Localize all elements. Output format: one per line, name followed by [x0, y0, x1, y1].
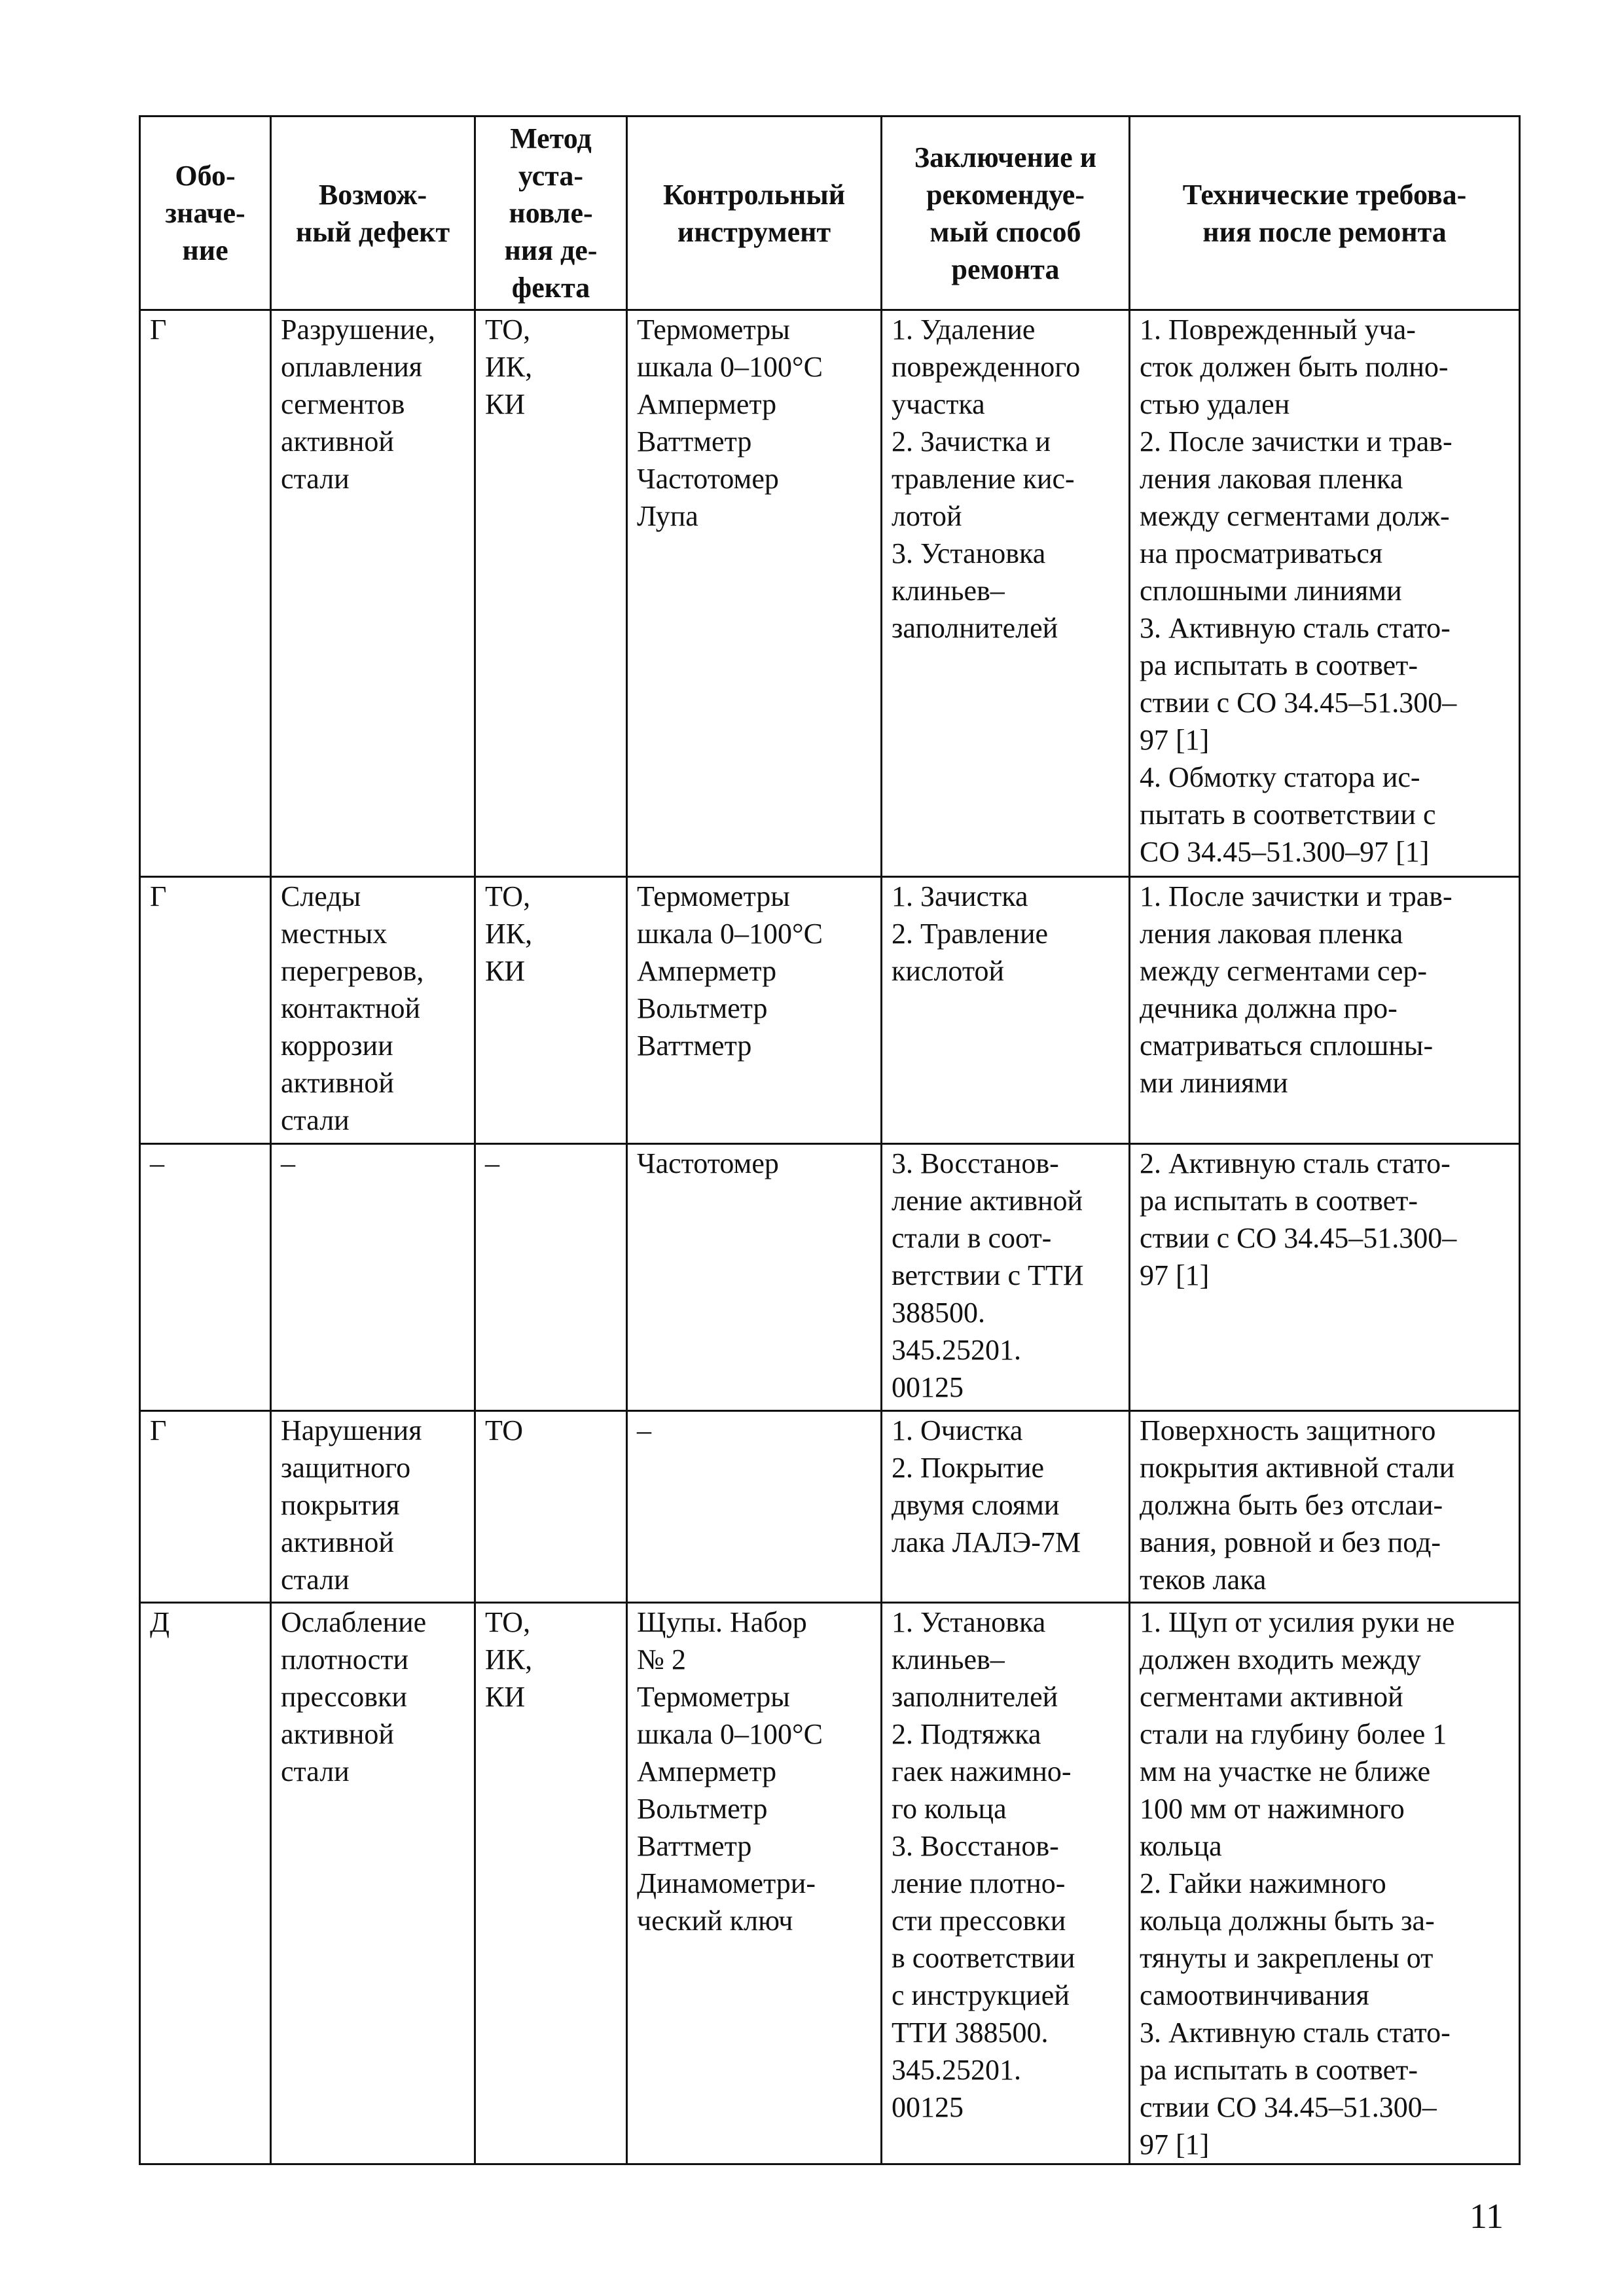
cell-text: 2. Активную сталь стато- ра испытать в соответ- ствии с СО 34.45–51.300– 97 [1]: [1140, 1147, 1457, 1291]
cell-defect: [271, 877, 475, 1144]
cell-method: [475, 877, 627, 1144]
cell-designation: [140, 1603, 271, 2164]
cell-text: ТО, ИК, КИ: [485, 1606, 533, 1713]
cell-text: –: [281, 1147, 295, 1179]
cell-method: [475, 1411, 627, 1603]
cell-text: –: [637, 1414, 651, 1446]
cell-method: [475, 1603, 627, 2164]
cell-text: –: [485, 1147, 499, 1179]
cell-text: ТО, ИК, КИ: [485, 314, 533, 420]
table-row: [140, 1144, 1520, 1411]
header-detection-method: Метод уста- новле- ния де- фекта: [475, 117, 627, 310]
table-row: [140, 877, 1520, 1144]
cell-method: [475, 310, 627, 877]
cell-text: Г: [150, 880, 167, 912]
cell-text: 3. Восстанов- ление активной стали в соот- ветствии с ТТИ 388500. 345.25201. 00125: [892, 1147, 1084, 1403]
cell-repair: [882, 1603, 1130, 2164]
cell-designation: [140, 877, 271, 1144]
cell-defect: [271, 1603, 475, 2164]
cell-requirements: [1130, 310, 1520, 877]
cell-instrument: [627, 1144, 882, 1411]
cell-text: Д: [150, 1606, 170, 1638]
cell-text: 1. Очистка 2. Покрытие двумя слоями лака ЛАЛЭ-7М: [892, 1414, 1081, 1558]
cell-instrument: [627, 1603, 882, 2164]
cell-repair: [882, 310, 1130, 877]
header-designation: Обо- значе- ние: [140, 117, 271, 310]
header-control-instrument: Контрольный инструмент: [627, 117, 882, 310]
cell-text: 1. Щуп от усилия руки не должен входить между сегментами активной стали на глубину более 1 мм на участке не ближе 100 мм от нажимного кольца 2. Гайки нажимного кольца должны быть за- тянуты и закреплены от самоотвинчивания 3. Активную сталь стато- ра испытать в соответ- ствии СО 34.45–51.300– 97 [1]: [1140, 1606, 1455, 2161]
cell-instrument: [627, 310, 882, 877]
cell-text: Термометры шкала 0–100°С Амперметр Ваттметр Частотомер Лупа: [637, 314, 823, 532]
table-row: [140, 1411, 1520, 1603]
cell-text: Поверхность защитного покрытия активной стали должна быть без отслаи- вания, ровной и без под- теков лака: [1140, 1414, 1455, 1596]
cell-text: Частотомер: [637, 1147, 779, 1179]
cell-text: Г: [150, 1414, 167, 1446]
cell-requirements: [1130, 1144, 1520, 1411]
cell-text: Г: [150, 314, 167, 346]
cell-designation: [140, 1411, 271, 1603]
page-number: 11: [1470, 2197, 1504, 2236]
cell-method: [475, 1144, 627, 1411]
cell-defect: [271, 310, 475, 877]
table-row: [140, 1603, 1520, 2164]
header-technical-requirements: Технические требова- ния после ремонта: [1130, 117, 1520, 310]
cell-text: Щупы. Набор № 2 Термометры шкала 0–100°С Амперметр Вольтметр Ваттметр Динамометри- ческий ключ: [637, 1606, 823, 1937]
cell-text: Ослабление плотности прессовки активной стали: [281, 1606, 427, 1787]
cell-instrument: [627, 1411, 882, 1603]
cell-text: 1. Поврежденный уча- сток должен быть полно- стью удален 2. После зачистки и трав- ления лаковая пленка между сегментами долж- на просматриваться сплошными линиями 3. Активную сталь стато- ра испытать в соответ- ствии с СО 34.45–51.300– 97 [1] 4. Обмотку статора ис- пытать в соответствии с СО 34.45–51.300–97 [1]: [1140, 314, 1457, 868]
cell-requirements: [1130, 1411, 1520, 1603]
defects-table: [139, 115, 1521, 2165]
cell-text: Следы местных перегревов, контактной коррозии активной стали: [281, 880, 424, 1136]
cell-text: 1. Установка клиньев– заполнителей 2. Подтяжка гаек нажимно- го кольца 3. Восстанов- ление плотно- сти прессовки в соответствии с инструкцией ТТИ 388500. 345.25201. 00125: [892, 1606, 1075, 2123]
header-possible-defect: Возмож- ный дефект: [271, 117, 475, 310]
cell-instrument: [627, 877, 882, 1144]
cell-repair: [882, 877, 1130, 1144]
cell-designation: [140, 310, 271, 877]
cell-text: ТО: [485, 1414, 524, 1446]
cell-text: ТО, ИК, КИ: [485, 880, 533, 987]
table-header-row: [140, 117, 1520, 310]
cell-designation: [140, 1144, 271, 1411]
cell-text: Нарушения защитного покрытия активной стали: [281, 1414, 422, 1596]
table-row: [140, 310, 1520, 877]
cell-text: Термометры шкала 0–100°С Амперметр Вольтметр Ваттметр: [637, 880, 823, 1062]
cell-repair: [882, 1411, 1130, 1603]
cell-defect: [271, 1411, 475, 1603]
cell-text: 1. Удаление поврежденного участка 2. Зачистка и травление кис- лотой 3. Установка клиньев– заполнителей: [892, 314, 1081, 644]
cell-text: 1. Зачистка 2. Травление кислотой: [892, 880, 1049, 987]
header-conclusion-repair: Заключение и рекомендуе- мый способ ремонта: [882, 117, 1130, 310]
cell-text: Разрушение, оплавления сегментов активной стали: [281, 314, 435, 495]
cell-requirements: [1130, 877, 1520, 1144]
cell-requirements: [1130, 1603, 1520, 2164]
cell-text: 1. После зачистки и трав- ления лаковая пленка между сегментами сер- дечника должна про- сматриваться сплошны- ми линиями: [1140, 880, 1453, 1099]
cell-repair: [882, 1144, 1130, 1411]
cell-defect: [271, 1144, 475, 1411]
cell-text: –: [150, 1147, 164, 1179]
